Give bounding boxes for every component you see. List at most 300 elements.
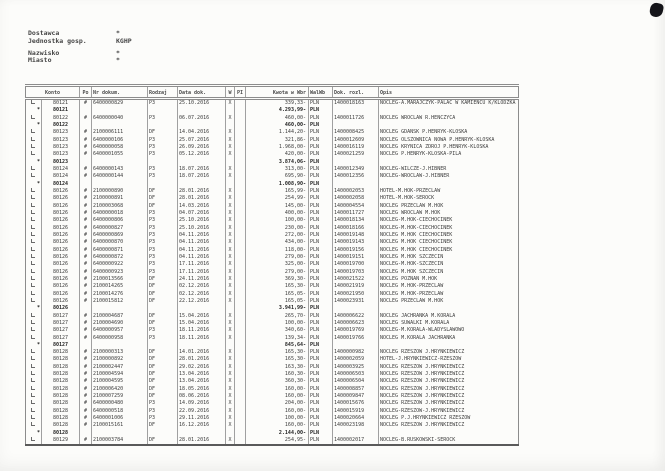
cell-nr-dokum: 2100000313 xyxy=(92,349,148,356)
cell-rodzaj: DF xyxy=(148,313,178,320)
cell-rodzaj xyxy=(148,122,178,129)
cell-po xyxy=(80,122,92,129)
cell-rodzaj: DF xyxy=(148,349,178,356)
cell-dok-rozl: 1400000982 xyxy=(333,349,379,356)
cell-data-dok: 15.04.2016 xyxy=(178,313,226,320)
row-tick-icon xyxy=(31,144,35,148)
cell-rodzaj: DF xyxy=(148,356,178,363)
cell-pi xyxy=(235,335,246,342)
table-row xyxy=(26,364,518,371)
cell-waluta: PLN xyxy=(309,430,333,437)
cell-dok-rozl: 1400003925 xyxy=(333,364,379,371)
header-cell: PI xyxy=(235,87,246,97)
cell-nr-dokum: 6400000829 xyxy=(92,100,148,107)
cell-konto: 80124 xyxy=(42,166,80,173)
cell-w: X xyxy=(226,386,235,393)
cell-w: X xyxy=(226,144,235,151)
table-row xyxy=(26,313,518,320)
cell-rodzaj: P3 xyxy=(148,217,178,224)
row-tick-icon xyxy=(31,378,35,382)
filter-label: Miasto xyxy=(28,56,52,64)
cell-po: # xyxy=(80,151,92,158)
cell-dok-rozl: 1400021522 xyxy=(333,276,379,283)
cell-waluta: PLN xyxy=(309,342,333,349)
cell-kwota: 163,30- xyxy=(246,364,309,371)
cell-pi xyxy=(235,225,246,232)
row-tick-icon xyxy=(31,232,35,236)
cell-po: # xyxy=(80,203,92,210)
row-tick-icon xyxy=(31,225,35,229)
cell-waluta: PLN xyxy=(309,298,333,305)
cell-konto: 80129 xyxy=(42,437,80,444)
cell-rodzaj: P3 xyxy=(148,400,178,407)
cell-waluta: PLN xyxy=(309,437,333,444)
header-cell: Rodzaj xyxy=(148,87,178,97)
cell-opis: NOCLEG-B.RUSKOWSKI-SEROCK xyxy=(380,437,456,444)
row-tick-icon xyxy=(31,371,35,375)
cell-pi xyxy=(235,188,246,195)
cell-rodzaj: P3 xyxy=(148,173,178,180)
cell-pi xyxy=(235,386,246,393)
cell-konto: 80128 xyxy=(42,356,80,363)
cell-dok-rozl: 1400018163 xyxy=(333,100,379,107)
cell-waluta: PLN xyxy=(309,254,333,261)
cell-po: # xyxy=(80,393,92,400)
row-select-marker xyxy=(26,371,42,378)
cell-po: # xyxy=(80,437,92,444)
cell-konto: 80126 xyxy=(42,261,80,268)
cell-waluta: PLN xyxy=(309,393,333,400)
cell-pi xyxy=(235,232,246,239)
cell-kwota: 100,00- xyxy=(246,415,309,422)
cell-nr-dokum: 6400000106 xyxy=(92,137,148,144)
cell-data-dok: 22.09.2016 xyxy=(178,408,226,415)
cell-w xyxy=(226,159,235,166)
cell-po xyxy=(80,430,92,437)
cell-waluta: PLN xyxy=(309,239,333,246)
cell-dok-rozl: 1400006623 xyxy=(333,320,379,327)
cell-opis xyxy=(379,430,518,437)
cell-pi xyxy=(235,247,246,254)
cell-w: X xyxy=(226,276,235,283)
cell-kwota: 160,00- xyxy=(246,408,309,415)
cell-po: # xyxy=(80,313,92,320)
table-row xyxy=(26,335,518,342)
cell-opis: NOCLEG POZNAŃ M.HOK xyxy=(380,275,438,282)
row-select-marker xyxy=(26,437,42,444)
cell-opis xyxy=(379,122,518,129)
cell-po: # xyxy=(80,320,92,327)
header-cell: Nr dokum. xyxy=(92,87,148,97)
cell-waluta: PLN xyxy=(309,313,333,320)
row-tick-icon xyxy=(31,386,35,390)
scan-artifact-mark xyxy=(649,2,665,18)
cell-w: X xyxy=(226,400,235,407)
cell-kwota: 339,33- xyxy=(246,100,309,107)
cell-nr-dokum: 2100004594 xyxy=(92,371,148,378)
cell-rodzaj: P3 xyxy=(148,408,178,415)
header-cell: Kwota w Wbr xyxy=(246,87,309,97)
row-tick-icon xyxy=(31,320,35,324)
cell-data-dok: 15.04.2016 xyxy=(178,320,226,327)
row-tick-icon xyxy=(31,422,35,426)
row-select-marker xyxy=(26,386,42,393)
cell-kwota: 279,00- xyxy=(246,269,309,276)
cell-dok-rozl: 1400020664 xyxy=(333,415,379,422)
row-select-marker xyxy=(26,254,42,261)
table-row xyxy=(26,437,518,444)
cell-nr-dokum: 6400000480 xyxy=(92,400,148,407)
cell-po: # xyxy=(80,356,92,363)
row-select-marker xyxy=(26,137,42,144)
cell-dok-rozl: 1400019766 xyxy=(333,335,379,342)
cell-data-dok: 04.07.2016 xyxy=(178,210,226,217)
cell-konto: 80126 xyxy=(42,210,80,217)
cell-konto: 80128 xyxy=(42,378,80,385)
cell-w: X xyxy=(226,283,235,290)
cell-data-dok: 18.11.2016 xyxy=(178,327,226,334)
cell-dok-rozl: 1400006503 xyxy=(333,371,379,378)
cell-waluta: PLN xyxy=(309,232,333,239)
row-tick-icon xyxy=(31,364,35,368)
cell-w xyxy=(226,181,235,188)
cell-pi xyxy=(235,291,246,298)
cell-po xyxy=(80,107,92,114)
row-select-marker xyxy=(26,349,42,356)
cell-rodzaj xyxy=(148,181,178,188)
cell-w: X xyxy=(226,195,235,202)
cell-konto: 80121 xyxy=(42,107,80,114)
row-select-marker xyxy=(26,173,42,180)
cell-pi xyxy=(235,195,246,202)
row-select-marker xyxy=(26,217,42,224)
cell-pi xyxy=(235,151,246,158)
cell-dok-rozl: 1400012609 xyxy=(333,137,379,144)
cell-konto: 80126 xyxy=(42,232,80,239)
cell-data-dok xyxy=(178,305,226,312)
cell-data-dok: 04.11.2016 xyxy=(178,247,226,254)
cell-rodzaj: DF xyxy=(148,298,178,305)
table-row xyxy=(26,276,518,283)
row-tick-icon xyxy=(31,210,35,214)
cell-pi xyxy=(235,122,246,129)
cell-konto: 80128 xyxy=(42,422,80,429)
cell-po: # xyxy=(80,335,92,342)
cell-po: # xyxy=(80,166,92,173)
cell-w: X xyxy=(226,203,235,210)
cell-po: # xyxy=(80,217,92,224)
cell-pi xyxy=(235,137,246,144)
cell-rodzaj xyxy=(148,107,178,114)
cell-konto: 80127 xyxy=(42,313,80,320)
cell-data-dok: 17.11.2016 xyxy=(178,261,226,268)
cell-w: X xyxy=(226,188,235,195)
cell-konto: 80127 xyxy=(42,335,80,342)
table-row xyxy=(26,137,518,144)
cell-rodzaj: DF xyxy=(148,291,178,298)
cell-konto: 80124 xyxy=(42,181,80,188)
cell-pi xyxy=(235,393,246,400)
cell-rodzaj: P3 xyxy=(148,144,178,151)
table-row xyxy=(26,400,518,407)
cell-rodzaj: DF xyxy=(148,195,178,202)
cell-waluta: PLN xyxy=(309,115,333,122)
cell-nr-dokum: 2100003784 xyxy=(92,437,148,444)
cell-w: X xyxy=(226,408,235,415)
cell-pi xyxy=(235,115,246,122)
cell-data-dok: 06.07.2016 xyxy=(178,115,226,122)
header-cell: W xyxy=(226,87,235,97)
cell-dok-rozl: 1400018134 xyxy=(333,217,379,224)
cell-rodzaj: P3 xyxy=(148,327,178,334)
row-select-marker xyxy=(26,313,42,320)
cell-data-dok: 28.01.2016 xyxy=(178,195,226,202)
cell-waluta: PLN xyxy=(309,291,333,298)
row-tick-icon xyxy=(31,217,35,221)
cell-waluta: PLN xyxy=(309,203,333,210)
table-row xyxy=(26,298,518,305)
cell-waluta: PLN xyxy=(309,386,333,393)
cell-waluta: PLN xyxy=(309,195,333,202)
cell-opis: HOTEL-M.HOK-SEROCK xyxy=(380,195,435,202)
cell-po: # xyxy=(80,115,92,122)
cell-waluta: PLN xyxy=(309,356,333,363)
cell-konto: 80126 xyxy=(42,195,80,202)
cell-waluta: PLN xyxy=(309,378,333,385)
cell-opis: NOCLEG M.HOK-PRZECLAW xyxy=(380,283,444,290)
cell-opis: NOCLEG RZESZÓW J.HRYNKIEWICZ xyxy=(380,363,465,370)
cell-data-dok: 18.07.2016 xyxy=(178,173,226,180)
cell-pi xyxy=(235,173,246,180)
cell-kwota: 313,00- xyxy=(246,166,309,173)
cell-po: # xyxy=(80,364,92,371)
cell-data-dok: 22.12.2016 xyxy=(178,298,226,305)
cell-data-dok: 04.11.2016 xyxy=(178,239,226,246)
cell-konto: 80122 xyxy=(42,115,80,122)
cell-konto: 80123 xyxy=(42,151,80,158)
table-row xyxy=(26,415,518,422)
cell-nr-dokum: 6400001055 xyxy=(92,151,148,158)
table-row xyxy=(26,225,518,232)
cell-dok-rozl: 1400012356 xyxy=(333,173,379,180)
cell-data-dok xyxy=(178,159,226,166)
table-row xyxy=(26,166,518,173)
cell-dok-rozl: 1400019151 xyxy=(333,254,379,261)
cell-rodzaj: P3 xyxy=(148,151,178,158)
cell-pi xyxy=(235,144,246,151)
row-select-marker xyxy=(26,239,42,246)
cell-kwota: 160,00- xyxy=(246,422,309,429)
cell-w: X xyxy=(226,173,235,180)
cell-po: # xyxy=(80,173,92,180)
cell-po xyxy=(80,181,92,188)
row-tick-icon xyxy=(31,247,35,251)
cell-data-dok: 14.01.2016 xyxy=(178,349,226,356)
cell-pi xyxy=(235,430,246,437)
table-body xyxy=(25,99,519,444)
cell-waluta: PLN xyxy=(309,422,333,429)
cell-nr-dokum: 6400000143 xyxy=(92,166,148,173)
cell-rodzaj: P3 xyxy=(148,415,178,422)
cell-pi xyxy=(235,298,246,305)
cell-konto: 80126 xyxy=(42,291,80,298)
cell-dok-rozl: 1400021950 xyxy=(333,291,379,298)
cell-w: X xyxy=(226,298,235,305)
cell-dok-rozl: 1400023198 xyxy=(333,422,379,429)
subtotal-row xyxy=(26,159,518,166)
cell-nr-dokum: 6400000872 xyxy=(92,254,148,261)
cell-po xyxy=(80,159,92,166)
cell-kwota: 1.968,00- xyxy=(246,144,309,151)
table-row xyxy=(26,386,518,393)
cell-kwota: 460,00- xyxy=(246,115,309,122)
cell-po: # xyxy=(80,408,92,415)
cell-rodzaj: DF xyxy=(148,422,178,429)
cell-w xyxy=(226,305,235,312)
cell-opis: NOCLEG M.HOK CIECHOCINEK xyxy=(380,246,453,253)
cell-opis xyxy=(379,342,518,349)
cell-po xyxy=(80,305,92,312)
cell-po: # xyxy=(80,415,92,422)
cell-opis: NOCLEG RZESZÓW J.HRYNKIEWICZ xyxy=(380,371,465,378)
row-select-marker xyxy=(26,378,42,385)
cell-waluta: PLN xyxy=(309,137,333,144)
cell-waluta: PLN xyxy=(309,283,333,290)
cell-w: X xyxy=(226,210,235,217)
cell-kwota: 100,00- xyxy=(246,320,309,327)
cell-opis: NOCLEG-WROCLAW-J.HIBNER xyxy=(380,173,450,180)
cell-data-dok: 25.10.2016 xyxy=(178,217,226,224)
cell-po: # xyxy=(80,100,92,107)
cell-pi xyxy=(235,400,246,407)
row-select-marker xyxy=(26,283,42,290)
cell-pi xyxy=(235,371,246,378)
header-cell: Po xyxy=(80,87,92,97)
cell-waluta: PLN xyxy=(309,305,333,312)
table-row xyxy=(26,188,518,195)
row-tick-icon xyxy=(31,415,35,419)
header-cell: Dok. rozl. xyxy=(333,87,379,97)
cell-waluta: PLN xyxy=(309,210,333,217)
cell-po: # xyxy=(80,239,92,246)
row-tick-icon xyxy=(31,173,35,177)
cell-po: # xyxy=(80,210,92,217)
cell-data-dok: 14.04.2016 xyxy=(178,129,226,136)
table-header-row xyxy=(25,86,519,98)
cell-nr-dokum: 6400000144 xyxy=(92,173,148,180)
table-row xyxy=(26,320,518,327)
subtotal-marker: * xyxy=(26,159,42,166)
cell-nr-dokum: 2100014265 xyxy=(92,283,148,290)
row-tick-icon xyxy=(31,349,35,353)
cell-nr-dokum: 6400000040 xyxy=(92,115,148,122)
cell-konto: 80128 xyxy=(42,415,80,422)
row-select-marker xyxy=(26,225,42,232)
cell-data-dok: 28.01.2016 xyxy=(178,356,226,363)
row-select-marker xyxy=(26,210,42,217)
cell-dok-rozl: 1400002053 xyxy=(333,188,379,195)
cell-nr-dokum: 2100007259 xyxy=(92,393,148,400)
cell-opis: NOCLEG-M.HOK-CIECHOCINEK xyxy=(380,217,453,224)
cell-dok-rozl xyxy=(333,122,379,129)
row-select-marker xyxy=(26,269,42,276)
cell-pi xyxy=(235,378,246,385)
row-select-marker xyxy=(26,188,42,195)
table-row xyxy=(26,422,518,429)
cell-rodzaj xyxy=(148,430,178,437)
cell-konto: 80123 xyxy=(42,129,80,136)
table-row xyxy=(26,378,518,385)
cell-rodzaj: P3 xyxy=(148,254,178,261)
cell-waluta: PLN xyxy=(309,107,333,114)
cell-dok-rozl: 1400015919 xyxy=(333,408,379,415)
cell-pi xyxy=(235,327,246,334)
cell-konto: 80127 xyxy=(42,320,80,327)
row-tick-icon xyxy=(31,276,35,280)
row-select-marker xyxy=(26,247,42,254)
cell-kwota: 460,00- xyxy=(246,122,309,129)
cell-kwota: 254,95- xyxy=(246,437,309,444)
cell-waluta: PLN xyxy=(309,364,333,371)
cell-pi xyxy=(235,239,246,246)
table-row xyxy=(26,356,518,363)
filter-value: * xyxy=(116,29,120,37)
cell-kwota: 139,34- xyxy=(246,335,309,342)
cell-pi xyxy=(235,283,246,290)
table-row xyxy=(26,151,518,158)
cell-kwota: 369,30- xyxy=(246,276,309,283)
cell-rodzaj: DF xyxy=(148,129,178,136)
cell-rodzaj: P3 xyxy=(148,232,178,239)
subtotal-marker: * xyxy=(26,122,42,129)
cell-konto: 80126 xyxy=(42,188,80,195)
row-tick-icon xyxy=(31,137,35,141)
cell-opis: NOCLEG P.J.HRYNKIEWICZ RZESZÓW xyxy=(380,415,471,422)
cell-kwota: 100,00- xyxy=(246,217,309,224)
cell-konto: 80128 xyxy=(42,400,80,407)
cell-nr-dokum xyxy=(92,342,148,349)
cell-data-dok: 13.04.2016 xyxy=(178,378,226,385)
cell-nr-dokum: 2100014276 xyxy=(92,291,148,298)
cell-nr-dokum: 6400000518 xyxy=(92,408,148,415)
row-select-marker xyxy=(26,327,42,334)
table-row xyxy=(26,247,518,254)
cell-po: # xyxy=(80,225,92,232)
cell-nr-dokum: 2100000891 xyxy=(92,195,148,202)
cell-data-dok: 18.05.2016 xyxy=(178,386,226,393)
cell-dok-rozl: 1400021259 xyxy=(333,151,379,158)
cell-kwota: 165,05- xyxy=(246,291,309,298)
cell-waluta: PLN xyxy=(309,100,333,107)
cell-data-dok xyxy=(178,122,226,129)
row-select-marker xyxy=(26,195,42,202)
row-tick-icon xyxy=(31,188,35,192)
cell-konto: 80126 xyxy=(42,217,80,224)
cell-opis: NOCLEG-A.MARAJCZYK-PALAC W KAMIENCU K/KLODZKA xyxy=(380,100,516,106)
cell-opis: HOTEL-J.HRYNKIEWICZ-RZESZÓW xyxy=(380,356,462,363)
cell-kwota: 279,00- xyxy=(246,254,309,261)
subtotal-row xyxy=(26,107,518,114)
cell-waluta: PLN xyxy=(309,247,333,254)
cell-opis xyxy=(379,159,518,166)
table-row xyxy=(26,203,518,210)
cell-pi xyxy=(235,305,246,312)
cell-data-dok: 25.10.2016 xyxy=(178,225,226,232)
cell-po: # xyxy=(80,232,92,239)
cell-opis: NOCLEG GDAŃSK P.HENRYK-KLOSKA xyxy=(380,129,468,136)
cell-nr-dokum xyxy=(92,181,148,188)
header-cell: Konto xyxy=(26,87,80,97)
